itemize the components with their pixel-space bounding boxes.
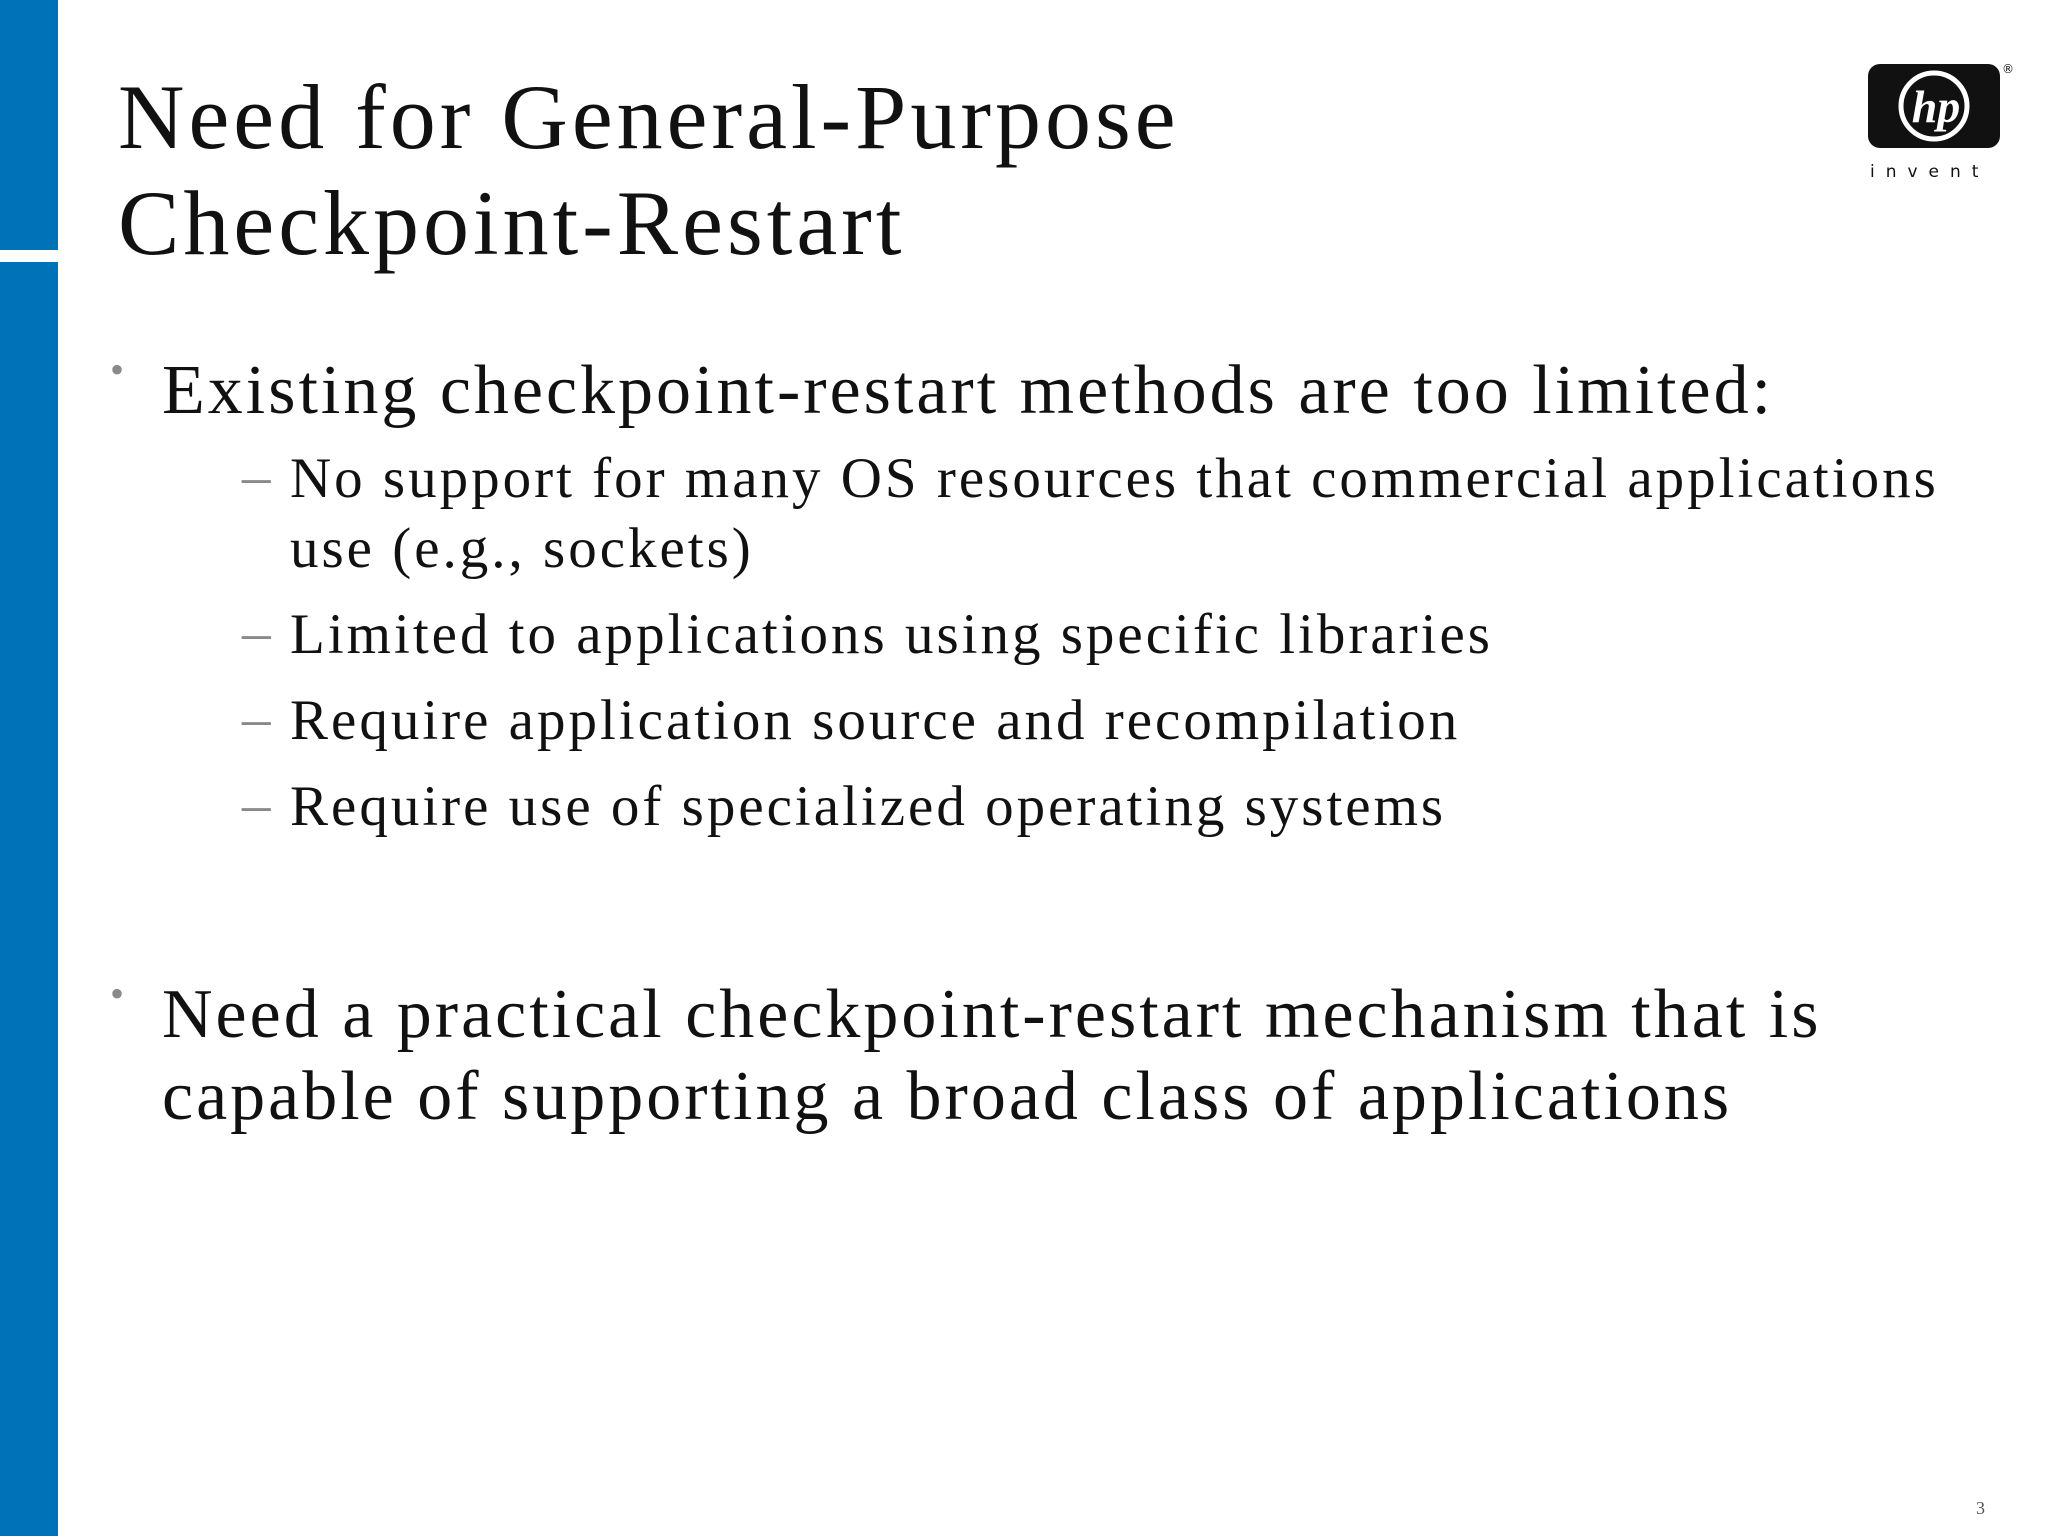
slide-title-line-2: Checkpoint-Restart <box>118 172 906 274</box>
accent-bar-bottom <box>0 262 58 1536</box>
bullet-text: Existing checkpoint-restart methods are too limited: <box>162 352 1775 429</box>
sub-bullet-marker: – <box>242 445 274 508</box>
slide-title <box>118 64 1678 276</box>
slide-title-line-1: Need for General-Purpose <box>118 66 1180 168</box>
bullet-text: Need a practical checkpoint-restart mechanism that is capable of supporting a broad class of applications <box>162 976 1822 1135</box>
sub-bullet-text: Limited to applications using specific libraries <box>290 603 1493 666</box>
sub-bullet-text: Require application source and recompilation <box>290 689 1461 752</box>
sub-bullet-item <box>162 444 1990 584</box>
hp-logo <box>1860 62 2014 184</box>
hp-logo-tagline: invent <box>1870 162 1990 182</box>
bullet-marker: • <box>110 347 128 392</box>
accent-bar-top <box>0 0 58 250</box>
slide-body <box>110 347 1990 1138</box>
sub-bullet-text: Require use of specialized operating systems <box>290 775 1447 838</box>
sub-bullet-marker: – <box>242 601 274 664</box>
sub-bullet-text: No support for many OS resources that commercial applications use (e.g., sockets) <box>290 447 1939 580</box>
hp-logo-mark <box>1868 64 2000 148</box>
page-number: 3 <box>1976 1498 1985 1518</box>
hp-logo-letters: hp <box>1911 81 1961 132</box>
sub-bullet-list <box>162 444 1990 842</box>
bullet-item-2 <box>110 971 1990 1138</box>
bullet-item-1 <box>110 347 1990 842</box>
sub-bullet-item <box>162 600 1990 670</box>
sub-bullet-item <box>162 772 1990 842</box>
registered-mark: ® <box>2002 62 2014 76</box>
bullet-marker: • <box>110 971 128 1016</box>
hp-logo-icon <box>1868 64 2000 148</box>
sub-bullet-marker: – <box>242 773 274 836</box>
sub-bullet-item <box>162 686 1990 756</box>
sub-bullet-marker: – <box>242 687 274 750</box>
